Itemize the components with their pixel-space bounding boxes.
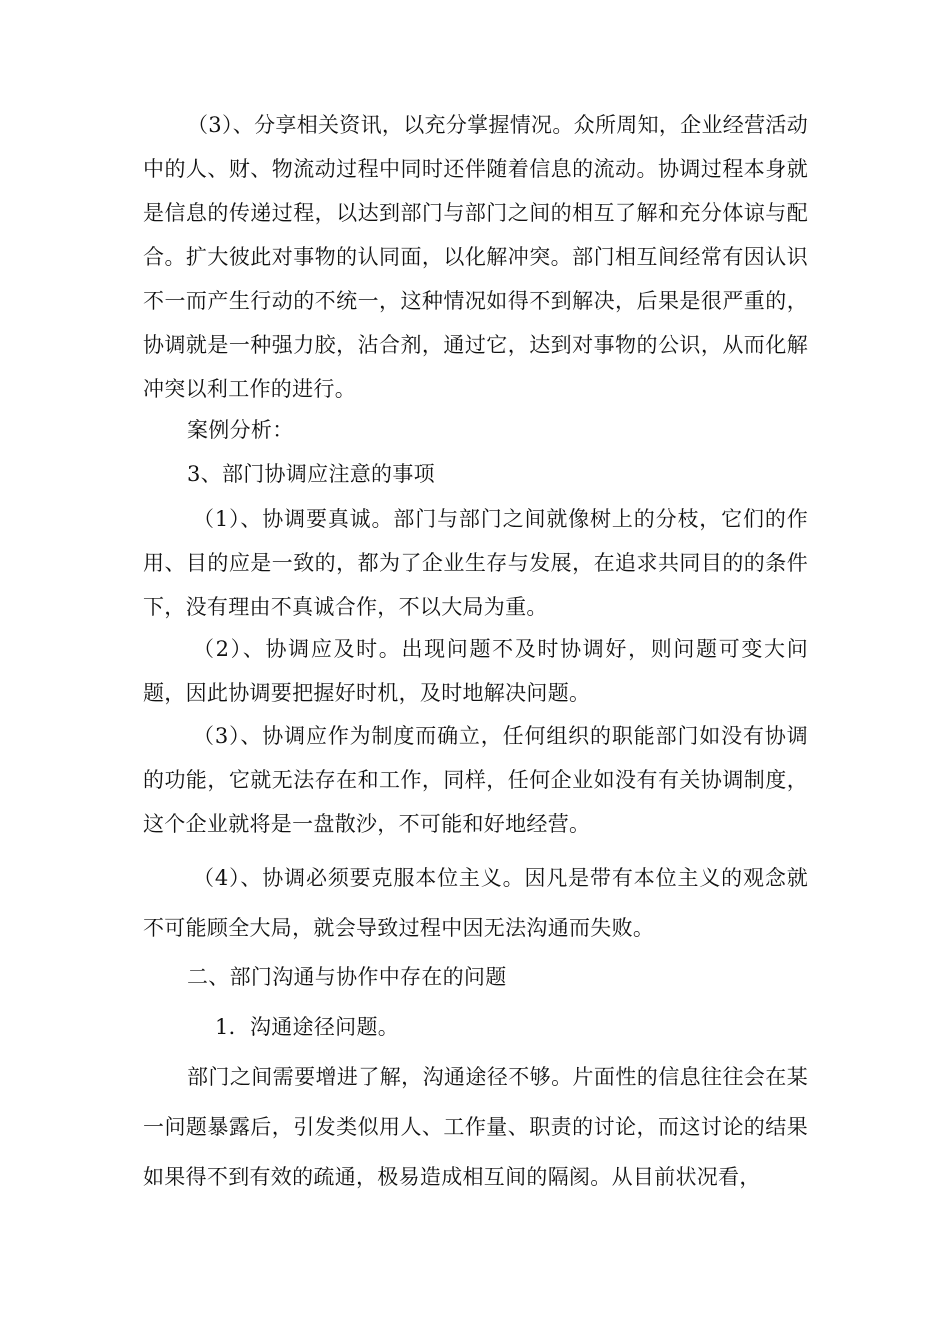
paragraph-case-analysis: 案例分析： (187, 418, 294, 442)
paragraph-overcome-departmentalism: （4）、协调必须要克服本位主义。因凡是带有本位主义的观念就不可能顾全大局，就会导致过程中因无法沟通而失败。 (143, 866, 808, 940)
paragraph-share-information: （3）、分享相关资讯，以充分掌握情况。众所周知，企业经营活动中的人、财、物流动过程中同时还伴随着信息的流动。协调过程本身就是信息的传递过程，以达到部门与部门之间的相互了解和充分体谅与配合。扩大彼此对事物的认同面，以化解冲突。部门相互间经常有因认识不一而产生行动的不统一，这种情况如得不到解决，后果是很严重的，协调就是一种强力胶，沾合剂，通过它，达到对事物的公识，从而化解冲突以利工作的进行。 (143, 113, 808, 401)
paragraph-communication-channels: 部门之间需要增进了解，沟通途径不够。片面性的信息往往会在某一问题暴露后，引发类似用人、工作量、职责的讨论，而这讨论的结果如果得不到有效的疏通，极易造成相互间的隔阂。从目前状况看， (143, 1065, 808, 1189)
subheading-communication-channels: 1．沟通途径问题。 (215, 1015, 400, 1039)
section-heading-coordination-notes: 3、部门协调应注意的事项 (187, 462, 435, 486)
section-heading-problems: 二、部门沟通与协作中存在的问题 (187, 965, 507, 989)
paragraph-timely-coordination: （2）、协调应及时。出现问题不及时协调好，则问题可变大问题，因此协调要把握好时机，及时地解决问题。 (143, 637, 808, 705)
paragraph-sincere-coordination: （1）、协调要真诚。部门与部门之间就像树上的分枝，它们的作用、目的应是一致的，都为了企业生存与发展，在追求共同目的的条件下，没有理由不真诚合作，不以大局为重。 (143, 507, 808, 619)
paragraph-coordination-system: （3）、协调应作为制度而确立，任何组织的职能部门如没有协调的功能，它就无法存在和工作，同样，任何企业如没有有关协调制度，这个企业就将是一盘散沙，不可能和好地经营。 (143, 724, 808, 836)
